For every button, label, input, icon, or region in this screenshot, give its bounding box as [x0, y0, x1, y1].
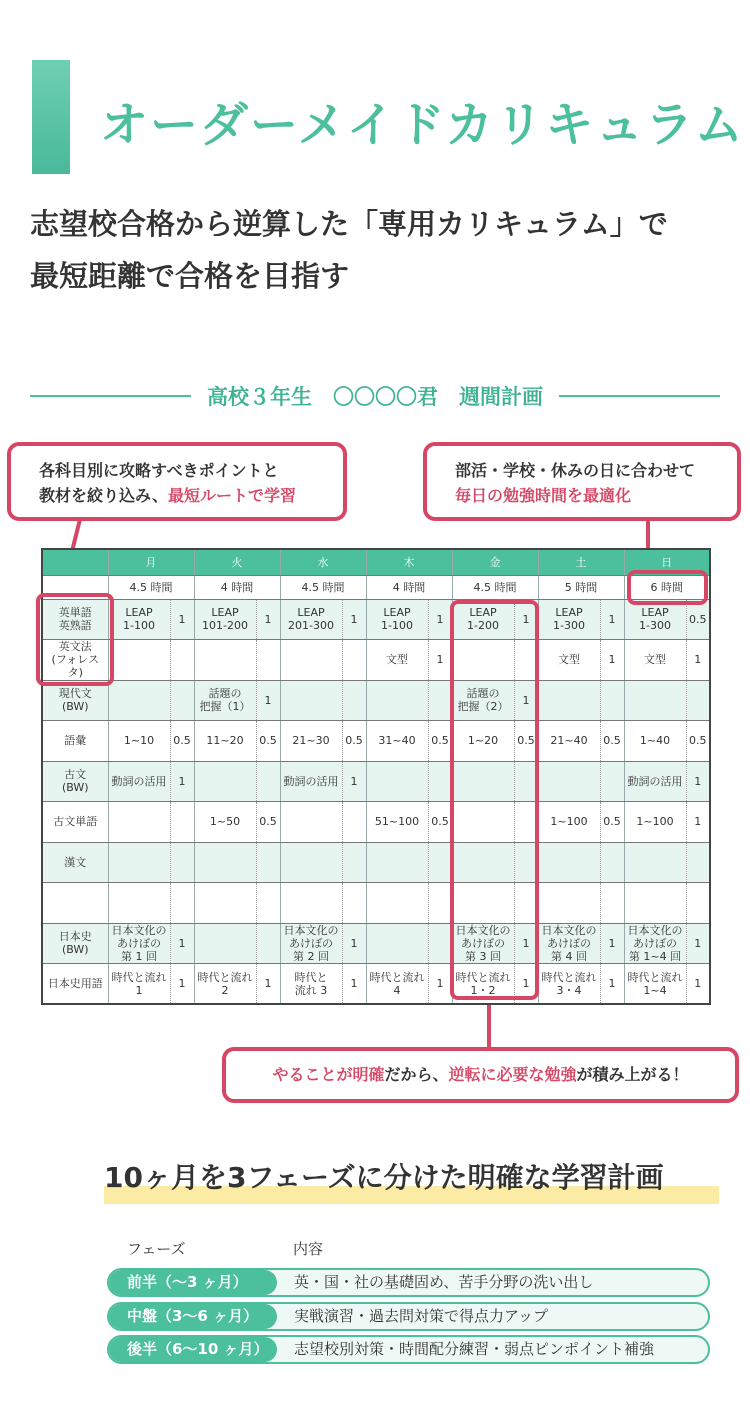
task-hours-cell: 1 [170, 761, 194, 802]
task-hours-cell: 0.5 [342, 721, 366, 762]
task-hours-cell: 1 [428, 599, 452, 640]
task-cell: 時代と流れ 3・4 [538, 964, 600, 1005]
task-cell [366, 680, 428, 721]
subject-cell: 日本史 (BW) [42, 923, 108, 964]
connector-bottom [487, 998, 491, 1048]
phases-title: 10ヶ月を3フェーズに分けた明確な学習計画 [104, 1161, 664, 1194]
task-cell: 1~50 [194, 802, 256, 843]
task-hours-cell: 1 [342, 599, 366, 640]
task-hours-cell: 1 [170, 599, 194, 640]
task-cell: 時代と流れ 2 [194, 964, 256, 1005]
task-hours-cell: 1 [256, 599, 280, 640]
task-hours-cell [256, 842, 280, 883]
task-hours-cell: 1 [170, 923, 194, 964]
callout-subject-focus [7, 442, 347, 521]
task-cell [108, 680, 170, 721]
task-cell: 文型 [624, 640, 686, 681]
callout-bottom-part-3: 逆転に必要な勉強 [448, 1065, 577, 1084]
task-hours-cell: 0.5 [428, 802, 452, 843]
task-hours-cell [428, 680, 452, 721]
task-hours-cell: 0.5 [686, 721, 710, 762]
subtitle-line-2: 最短距離で合格を目指す [30, 259, 350, 293]
task-hours-cell: 1 [514, 923, 538, 964]
day-header: 金 [452, 549, 538, 575]
task-hours-cell: 1 [686, 964, 710, 1005]
task-cell [194, 883, 256, 924]
task-cell [280, 883, 342, 924]
task-hours-cell: 1 [686, 802, 710, 843]
task-hours-cell [256, 883, 280, 924]
task-hours-cell [428, 923, 452, 964]
task-cell: 時代と 流れ 3 [280, 964, 342, 1005]
corner-cell [42, 549, 108, 575]
page-subtitle [30, 198, 720, 302]
task-cell [194, 761, 256, 802]
callout-bottom-part-2: だから、 [384, 1065, 449, 1084]
task-hours-cell: 1 [342, 923, 366, 964]
day-header: 土 [538, 549, 624, 575]
content-column-header: 内容 [293, 1240, 324, 1258]
task-cell: 動詞の活用 [108, 761, 170, 802]
task-hours-cell: 0.5 [686, 599, 710, 640]
daily-hours: 4 時間 [366, 575, 452, 599]
callout-right-line-1: 部活・学校・休みの日に合わせて [455, 461, 696, 480]
task-cell: 1~20 [452, 721, 514, 762]
phase-content: 実戦演習・過去問対策で得点力アップ [294, 1307, 548, 1325]
day-header: 木 [366, 549, 452, 575]
task-hours-cell: 1 [342, 964, 366, 1005]
task-hours-cell: 1 [428, 964, 452, 1005]
task-cell: 日本文化の あけぼの 第 4 回 [538, 923, 600, 964]
schedule-row [42, 964, 710, 1005]
task-cell: 1~40 [624, 721, 686, 762]
task-hours-cell: 0.5 [600, 802, 624, 843]
task-hours-cell: 1 [342, 761, 366, 802]
task-hours-cell [686, 680, 710, 721]
subject-cell: 英単語 英熟語 [42, 599, 108, 640]
task-cell: LEAP 201-300 [280, 599, 342, 640]
task-cell: 文型 [538, 640, 600, 681]
task-hours-cell [342, 680, 366, 721]
task-hours-cell: 0.5 [514, 721, 538, 762]
task-cell: 1~10 [108, 721, 170, 762]
task-cell: 時代と流れ 4 [366, 964, 428, 1005]
task-cell [366, 883, 428, 924]
task-cell: LEAP 1-200 [452, 599, 514, 640]
callout-bottom-part-4: が積み上がる！ [576, 1065, 689, 1084]
task-cell: 1~100 [538, 802, 600, 843]
task-cell [108, 802, 170, 843]
task-cell [108, 640, 170, 681]
task-hours-cell: 1 [686, 761, 710, 802]
schedule-row [42, 842, 710, 883]
task-cell [538, 761, 600, 802]
task-cell: LEAP 1-100 [108, 599, 170, 640]
task-hours-cell [600, 842, 624, 883]
daily-hours: 6 時間 [624, 575, 710, 599]
task-cell [194, 640, 256, 681]
task-hours-cell: 1 [686, 640, 710, 681]
callout-left-line-2 [39, 483, 343, 508]
task-cell: 21~40 [538, 721, 600, 762]
task-hours-cell [170, 842, 194, 883]
task-cell [280, 640, 342, 681]
phase-row-1 [107, 1268, 710, 1297]
callout-left-line-1: 各科目別に攻略すべきポイントと [39, 461, 279, 480]
task-cell [194, 842, 256, 883]
task-cell [194, 923, 256, 964]
task-hours-cell [428, 842, 452, 883]
callout-right-highlight: 毎日の勉強時間を最適化 [455, 486, 632, 505]
task-hours-cell: 1 [600, 640, 624, 681]
highlight-sunday-hours [627, 570, 708, 605]
weekly-schedule-table [41, 548, 711, 1005]
task-hours-cell [428, 761, 452, 802]
schedule-row [42, 923, 710, 964]
task-cell [624, 842, 686, 883]
task-hours-cell: 0.5 [428, 721, 452, 762]
schedule-row [42, 883, 710, 924]
day-header: 火 [194, 549, 280, 575]
phase-row-3 [107, 1335, 710, 1364]
task-cell: LEAP 1-100 [366, 599, 428, 640]
highlight-friday-column [450, 600, 539, 1000]
task-hours-cell: 0.5 [256, 721, 280, 762]
task-hours-cell [170, 680, 194, 721]
title-accent-bar [32, 60, 70, 174]
daily-hours: 4.5 時間 [452, 575, 538, 599]
task-cell [624, 680, 686, 721]
task-hours-cell [170, 802, 194, 843]
callout-bottom-part-1: やることが明確 [272, 1065, 385, 1084]
task-cell [280, 842, 342, 883]
task-cell: 時代と流れ 1・2 [452, 964, 514, 1005]
subject-cell: 漢文 [42, 842, 108, 883]
day-header: 日 [624, 549, 710, 575]
heading-rule-left [30, 395, 191, 397]
task-hours-cell: 1 [428, 640, 452, 681]
schedule-row [42, 599, 710, 640]
schedule-row [42, 802, 710, 843]
task-cell: 動詞の活用 [280, 761, 342, 802]
task-cell: LEAP 1-300 [538, 599, 600, 640]
task-cell: 日本文化の あけぼの 第 1 回 [108, 923, 170, 964]
task-hours-cell [256, 923, 280, 964]
task-cell: 時代と流れ 1 [108, 964, 170, 1005]
schedule-row [42, 721, 710, 762]
task-hours-cell: 0.5 [256, 802, 280, 843]
task-cell [538, 883, 600, 924]
task-hours-cell: 0.5 [600, 721, 624, 762]
daily-hours: 4.5 時間 [108, 575, 194, 599]
task-cell [108, 842, 170, 883]
task-cell: 11~20 [194, 721, 256, 762]
task-hours-cell [256, 761, 280, 802]
task-hours-cell: 1 [514, 680, 538, 721]
task-hours-cell: 1 [600, 599, 624, 640]
task-hours-cell [170, 640, 194, 681]
weekly-plan-heading-text: 高校３年生 〇〇〇〇君 週間計画 [207, 385, 543, 409]
task-hours-cell [600, 761, 624, 802]
task-hours-cell [342, 640, 366, 681]
task-cell [366, 761, 428, 802]
weekly-plan-heading [30, 378, 720, 414]
task-cell: 文型 [366, 640, 428, 681]
task-cell: 話題の 把握（2） [452, 680, 514, 721]
task-hours-cell [686, 842, 710, 883]
task-hours-cell: 0.5 [170, 721, 194, 762]
day-header-row [42, 549, 710, 575]
day-header: 月 [108, 549, 194, 575]
subject-cell: 英文法 (フォレスタ) [42, 640, 108, 681]
task-cell: LEAP 101-200 [194, 599, 256, 640]
subject-cell: 古文単語 [42, 802, 108, 843]
page-title: オーダーメイドカリキュラム [100, 97, 745, 153]
task-cell: 31~40 [366, 721, 428, 762]
task-cell: 動詞の活用 [624, 761, 686, 802]
task-cell: 時代と流れ 1~4 [624, 964, 686, 1005]
highlight-english-subjects [36, 593, 114, 686]
task-cell [366, 842, 428, 883]
task-hours-cell: 1 [514, 599, 538, 640]
task-hours-cell [342, 842, 366, 883]
phase-column-header: フェーズ [127, 1240, 186, 1258]
task-cell [366, 923, 428, 964]
task-hours-cell [600, 680, 624, 721]
task-cell: 1~100 [624, 802, 686, 843]
subject-cell: 語彙 [42, 721, 108, 762]
task-hours-cell: 1 [600, 964, 624, 1005]
phase-label: 後半（6〜10 ヶ月） [109, 1337, 277, 1362]
task-cell: 日本文化の あけぼの 第 1~4 回 [624, 923, 686, 964]
task-cell: 話題の 把握（1） [194, 680, 256, 721]
task-cell: 51~100 [366, 802, 428, 843]
task-hours-cell: 1 [170, 964, 194, 1005]
task-cell: LEAP 1-300 [624, 599, 686, 640]
task-hours-cell: 1 [686, 923, 710, 964]
task-cell: 日本文化の あけぼの 第 3 回 [452, 923, 514, 964]
schedule-row [42, 761, 710, 802]
task-hours-cell [342, 883, 366, 924]
daily-hours: 5 時間 [538, 575, 624, 599]
callout-clear-plan [222, 1047, 739, 1103]
task-hours-cell [600, 883, 624, 924]
task-cell [538, 842, 600, 883]
task-hours-cell [256, 640, 280, 681]
task-hours-cell: 1 [600, 923, 624, 964]
hours-row [42, 575, 710, 599]
task-cell [108, 883, 170, 924]
task-hours-cell [428, 883, 452, 924]
task-hours-cell [170, 883, 194, 924]
task-cell [624, 883, 686, 924]
task-cell [538, 680, 600, 721]
phase-content: 英・国・社の基礎固め、苦手分野の洗い出し [294, 1273, 594, 1291]
task-cell: 日本文化の あけぼの 第 2 回 [280, 923, 342, 964]
schedule-row [42, 640, 710, 681]
heading-rule-right [559, 395, 720, 397]
phase-label: 中盤（3〜6 ヶ月） [109, 1304, 277, 1329]
phase-label: 前半（〜3 ヶ月） [109, 1270, 277, 1295]
subject-cell: 現代文 (BW) [42, 680, 108, 721]
subject-cell: 古文 (BW) [42, 761, 108, 802]
subtitle-line-1: 志望校合格から逆算した「専用カリキュラム」で [30, 207, 668, 241]
task-cell: 21~30 [280, 721, 342, 762]
callout-left-highlight: 最短ルートで学習 [167, 486, 296, 505]
phase-row-2 [107, 1302, 710, 1331]
subject-cell [42, 883, 108, 924]
task-hours-cell [686, 883, 710, 924]
task-hours-cell [342, 802, 366, 843]
daily-hours: 4 時間 [194, 575, 280, 599]
schedule-row [42, 680, 710, 721]
subject-cell: 日本史用語 [42, 964, 108, 1005]
callout-time-optimize [423, 442, 741, 521]
callout-left-prefix: 教材を絞り込み、 [39, 486, 168, 505]
task-hours-cell: 1 [256, 964, 280, 1005]
task-cell [280, 802, 342, 843]
task-cell [280, 680, 342, 721]
daily-hours: 4.5 時間 [280, 575, 366, 599]
phase-content: 志望校別対策・時間配分練習・弱点ピンポイント補強 [294, 1340, 655, 1358]
task-hours-cell: 1 [514, 964, 538, 1005]
day-header: 水 [280, 549, 366, 575]
task-hours-cell: 1 [256, 680, 280, 721]
